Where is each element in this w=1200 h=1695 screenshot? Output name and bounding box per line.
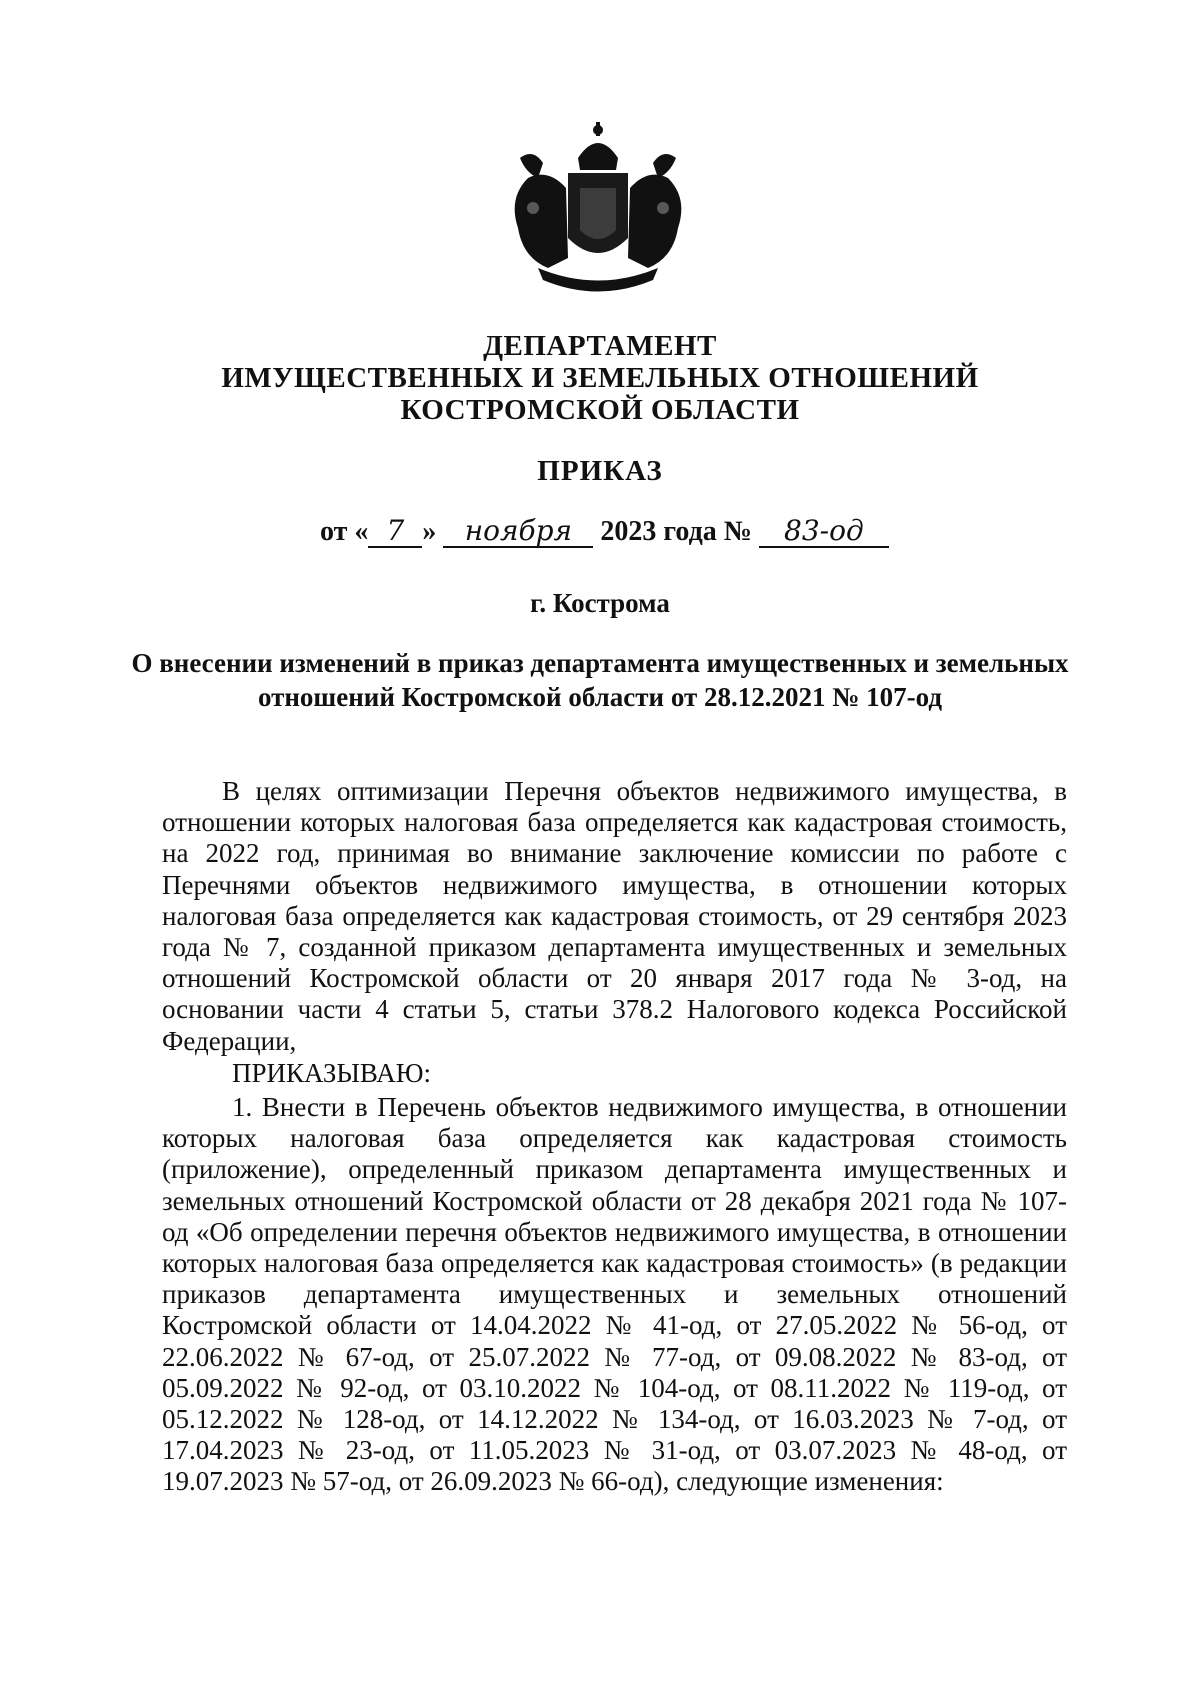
document-date-line: [320, 516, 940, 548]
organization-name-line-3: КОСТРОМСКОЙ ОБЛАСТИ: [400, 394, 800, 426]
organization-name-line-1: ДЕПАРТАМЕНТ: [483, 330, 717, 362]
document-type-title: ПРИКАЗ: [537, 455, 663, 487]
date-prefix: от «: [320, 516, 369, 547]
date-day-handwritten: 7: [368, 516, 422, 548]
document-subject: О внесении изменений в приказ департамента имущественных и земельных отношений Костромской области от 28.12.2021 № 107-од: [131, 648, 1069, 712]
preamble-paragraph: В целях оптимизации Перечня объектов недвижимого имущества, в отношении которых налоговая база определяется как кадастровая стоимость, на 2022 год, принимая во внимание заключение комиссии по работе с Перечнями объектов недвижимого имущества, в отношении которых налоговая база определяется как кадастровая стоимость, от 29 сентября 2023 года № 7, созданной приказом департамента имущественных и земельных отношений Костромской области от 20 января 2017 года № 3-од, на основании части 4 статьи 5, статьи 378.2 Налогового кодекса Российской Федерации,: [162, 776, 1067, 1056]
city-name: г. Кострома: [530, 588, 670, 618]
date-quote-close: »: [422, 516, 437, 547]
date-year: 2023 года №: [600, 516, 752, 547]
date-month-handwritten: ноября: [443, 516, 593, 548]
clause-1-paragraph: 1. Внести в Перечень объектов недвижимого имущества, в отношении которых налоговая база определяется как кадастровая стоимость (приложение), определенный приказом департамента имущественных и земельных отношений Костромской области от 28 декабря 2021 года № 107-од «Об определении перечня объектов недвижимого имущества, в отношении которых налоговая база определяется как кадастровая стоимость» (в редакции приказов департамента имущественных и земельных отношений Костромской области от 14.04.2022 № 41-од, от 27.05.2022 № 56-од, от 22.06.2022 № 67-од, от 25.07.2022 № 77-од, от 09.08.2022 № 83-од, от 05.09.2022 № 92-од, от 03.10.2022 № 104-од, от 08.11.2022 № 119-од, от 05.12.2022 № 128-од, от 14.12.2022 № 134-од, от 16.03.2023 № 7-од, от 17.04.2023 № 23-од, от 11.05.2023 № 31-од, от 03.07.2023 № 48-од, от 19.07.2023 № 57-од, от 26.09.2023 № 66-од), следующие изменения:: [162, 1092, 1067, 1497]
order-keyword: ПРИКАЗЫВАЮ:: [232, 1058, 431, 1088]
coat-of-arms-emblem: [498, 118, 698, 298]
organization-name-line-2: ИМУЩЕСТВЕННЫХ И ЗЕМЕЛЬНЫХ ОТНОШЕНИЙ: [221, 362, 979, 394]
document-number-handwritten: 83-од: [759, 516, 889, 548]
